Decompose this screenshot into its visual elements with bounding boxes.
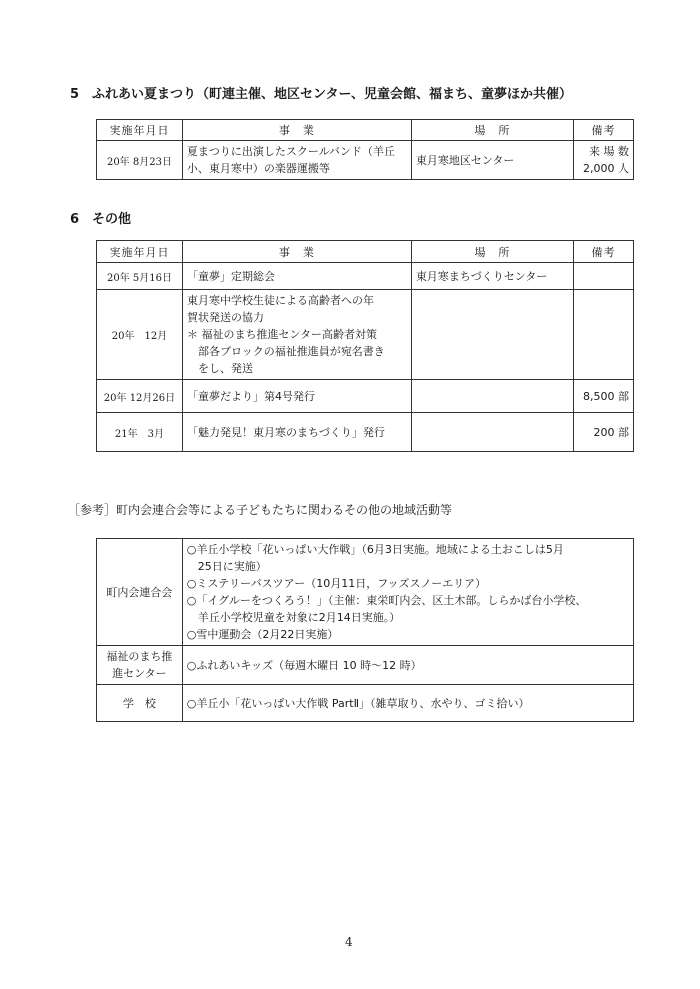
row-note: 200 部 xyxy=(574,413,634,452)
header-place: 場 所 xyxy=(411,241,573,263)
section6-table xyxy=(96,240,634,452)
row-place: 東月寒まちづくりセンター xyxy=(411,263,573,290)
row-items xyxy=(182,539,633,646)
table-row xyxy=(97,141,634,180)
activity-line: ○羊丘小学校「花いっぱい大作戦」（6月3日実施。地域による土おこしは5月 xyxy=(186,543,564,556)
note-line: 来 場 数 xyxy=(589,145,629,158)
category-line: 福祉のまち推 xyxy=(106,650,173,663)
event-line: 小、東月寒中）の楽器運搬等 xyxy=(186,162,330,175)
table-row xyxy=(97,380,634,413)
row-date: 20年 5月16日 xyxy=(97,263,183,290)
section5-table xyxy=(96,119,634,180)
event-line: ＊ 福祉のまち推進センター高齢者対策 xyxy=(186,328,378,341)
row-date: 20年 12月26日 xyxy=(97,380,183,413)
category-line: 町内会連合会 xyxy=(106,585,173,599)
row-items xyxy=(182,685,633,722)
note-line: 2,000 人 xyxy=(583,162,629,175)
reference-table xyxy=(96,538,634,722)
section5-heading xyxy=(70,83,572,102)
category-line: 進センター xyxy=(112,667,167,680)
row-date: 21年 3月 xyxy=(97,413,183,452)
row-event: 「魅力発見！東月寒のまちづくり」発行 xyxy=(182,413,411,452)
row-event: 「童夢」定期総会 xyxy=(182,263,411,290)
page-number: 4 xyxy=(345,935,353,949)
category-line: 学 校 xyxy=(122,696,156,710)
section5-header-row xyxy=(97,120,634,141)
event-line: をし、発送 xyxy=(186,362,253,375)
section5-title: ふれあい夏まつり（町連主催、地区センター、児童会館、福まち、童夢ほか共催） xyxy=(92,87,572,102)
activity-line: 羊丘小学校児童を対象に2月14日実施。） xyxy=(186,611,401,624)
section6-title: その他 xyxy=(92,212,132,227)
row-category xyxy=(97,646,183,685)
header-place: 場 所 xyxy=(411,120,573,141)
event-line: 東月寒中学校生徒による高齢者への年 xyxy=(186,294,374,307)
row-note xyxy=(574,263,634,290)
row-note: 8,500 部 xyxy=(574,380,634,413)
activity-line: 25日に実施） xyxy=(186,560,267,573)
row-event xyxy=(182,141,411,180)
activity-line: ○ふれあいキッズ（毎週木曜日 10 時～12 時） xyxy=(186,658,422,672)
header-note: 備考 xyxy=(574,120,634,141)
event-line: 賀状発送の協力 xyxy=(186,311,264,324)
section6-number: 6 xyxy=(70,212,80,227)
activity-line: ○ミステリーバスツアー（10月11日，フッズスノーエリア） xyxy=(186,577,487,590)
event-line: 夏まつりに出演したスクールバンド（羊丘 xyxy=(186,145,395,158)
table-row xyxy=(97,646,634,685)
row-place xyxy=(411,413,573,452)
header-note: 備考 xyxy=(574,241,634,263)
activity-line: ○「イグルーをつくろう！」（主催：東栄町内会、区土木部。しらかば台小学校、 xyxy=(186,594,587,607)
activity-line: ○羊丘小「花いっぱい大作戦 PartⅡ」（雑草取り、水やり、ゴミ拾い） xyxy=(186,696,530,710)
reference-title: ［参考］町内会連合会等による子どもたちに関わるその他の地域活動等 xyxy=(68,503,453,517)
row-category xyxy=(97,685,183,722)
section5-number: 5 xyxy=(70,87,80,102)
row-note xyxy=(574,290,634,380)
row-place xyxy=(411,290,573,380)
row-date: 20年 8月23日 xyxy=(97,141,183,180)
table-row xyxy=(97,539,634,646)
activity-line: ○雪中運動会（2月22日実施） xyxy=(186,628,339,641)
section6-header-row xyxy=(97,241,634,263)
row-place xyxy=(411,380,573,413)
row-category xyxy=(97,539,183,646)
header-date: 実施年月日 xyxy=(97,241,183,263)
table-row xyxy=(97,413,634,452)
table-row xyxy=(97,263,634,290)
header-date: 実施年月日 xyxy=(97,120,183,141)
header-event: 事 業 xyxy=(182,241,411,263)
row-items xyxy=(182,646,633,685)
row-event: 「童夢だより」第4号発行 xyxy=(182,380,411,413)
table-row xyxy=(97,290,634,380)
event-line: 部各ブロックの福祉推進員が宛名書き xyxy=(186,345,385,358)
row-event xyxy=(182,290,411,380)
row-date: 20年 12月 xyxy=(97,290,183,380)
row-place: 東月寒地区センター xyxy=(411,141,573,180)
header-event: 事 業 xyxy=(182,120,411,141)
row-note xyxy=(574,141,634,180)
section6-heading xyxy=(70,208,131,227)
table-row xyxy=(97,685,634,722)
